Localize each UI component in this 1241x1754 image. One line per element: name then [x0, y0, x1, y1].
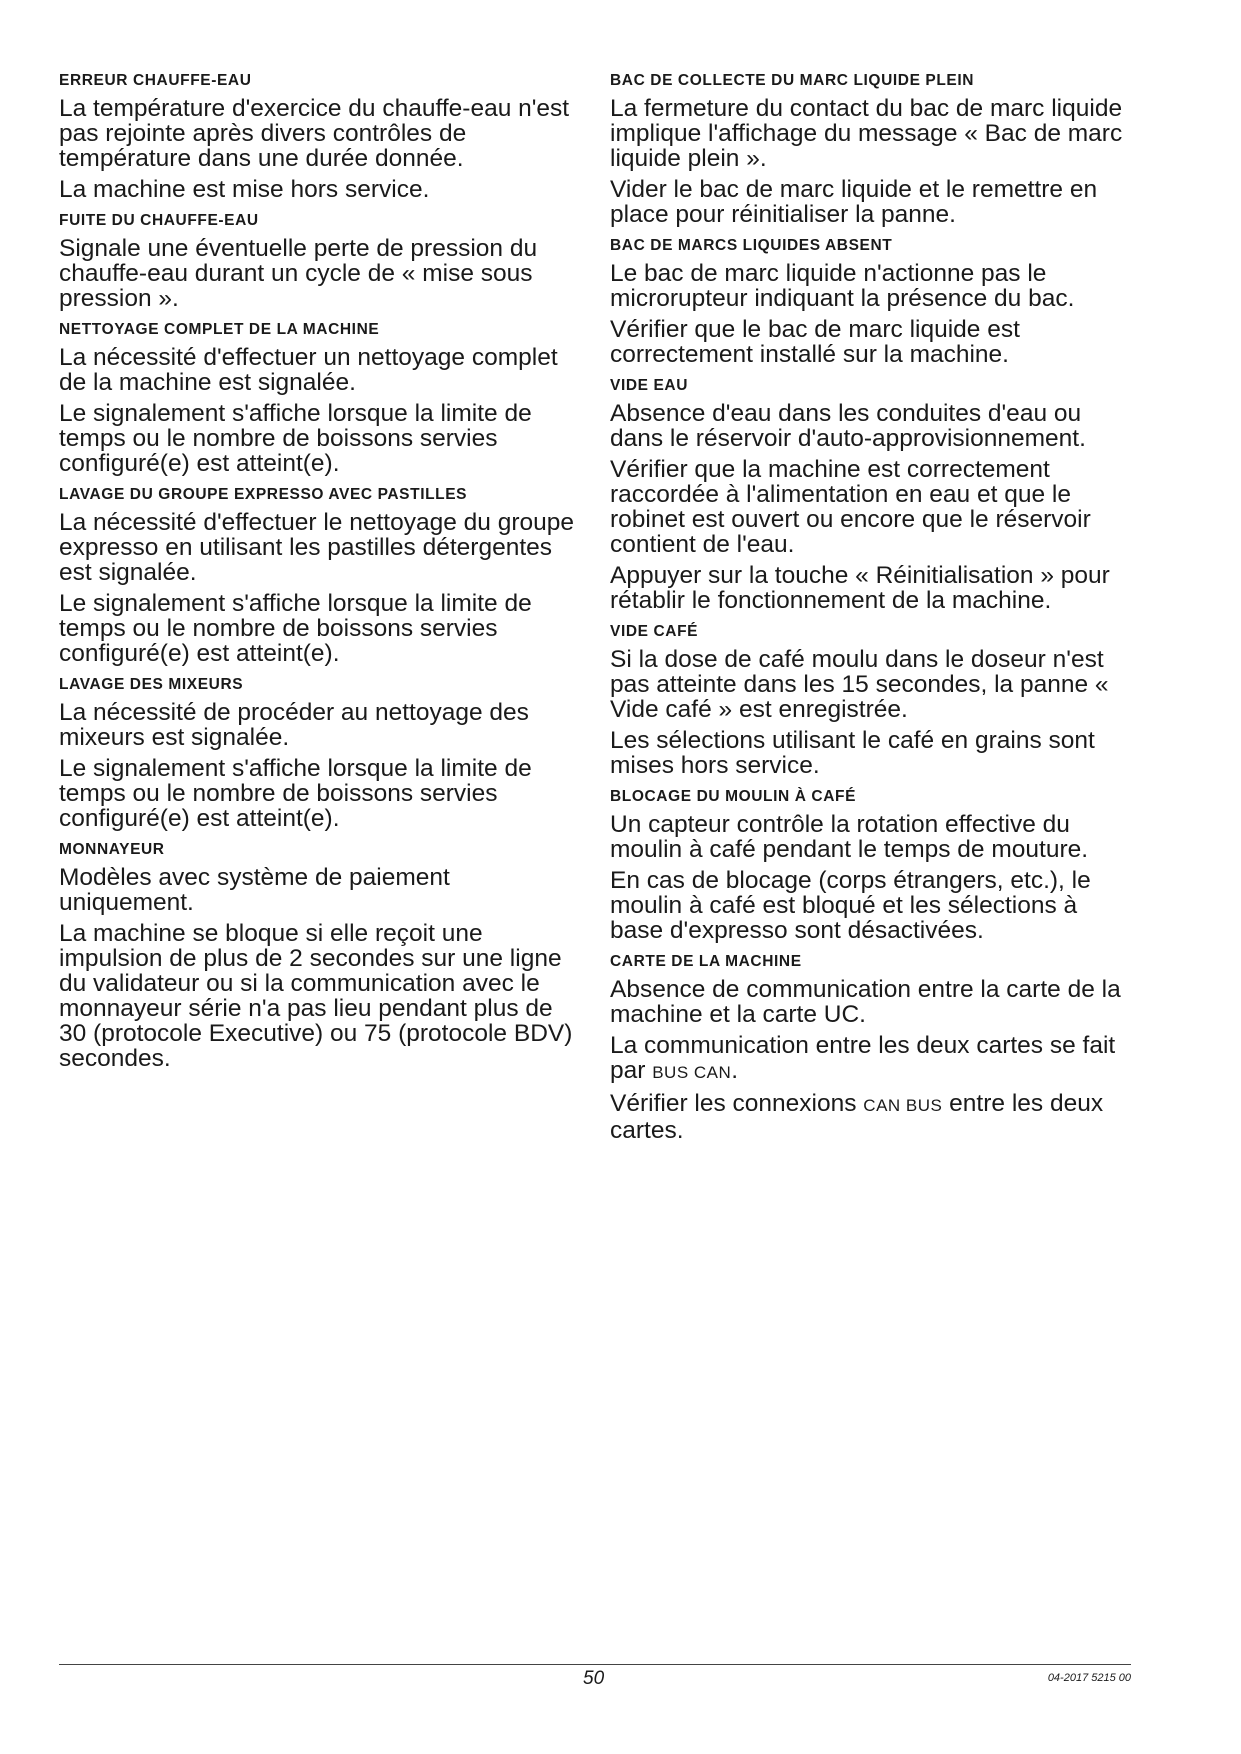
- small-caps-term: CAN BUS: [863, 1096, 943, 1115]
- section-fuite-chauffe-eau: [59, 212, 579, 311]
- section-paragraph: Un capteur contrôle la rotation effective du moulin à café pendant le temps de mouture.: [610, 811, 1089, 863]
- section-lavage-groupe-expresso: [59, 486, 579, 666]
- section-paragraph: Modèles avec système de paiement uniquement.: [59, 864, 450, 916]
- section-paragraph: Vider le bac de marc liquide et le remettre en place pour réinitialiser la panne.: [610, 176, 1098, 228]
- section-heading: LAVAGE DU GROUPE EXPRESSO AVEC PASTILLES: [59, 486, 468, 503]
- section-erreur-chauffe-eau: [59, 72, 579, 202]
- section-paragraph: Vérifier que le bac de marc liquide est correctement installé sur la machine.: [610, 316, 1020, 368]
- section-paragraph: La machine est mise hors service.: [59, 176, 430, 203]
- footer-divider: [59, 1664, 1131, 1665]
- text-fragment: .: [731, 1057, 739, 1084]
- left-column: [59, 72, 579, 1081]
- section-paragraph: Absence d'eau dans les conduites d'eau ou dans le réservoir d'auto-approvisionnement.: [610, 400, 1086, 452]
- section-nettoyage-complet: [59, 321, 579, 476]
- section-heading: BLOCAGE DU MOULIN À CAFÉ: [610, 788, 857, 805]
- section-heading: MONNAYEUR: [59, 841, 165, 858]
- section-paragraph: Le signalement s'affiche lorsque la limite de temps ou le nombre de boissons servies configuré(e) est atteint(e).: [59, 400, 532, 477]
- section-paragraph: La nécessité d'effectuer le nettoyage du groupe expresso en utilisant les pastilles détergentes est signalée.: [59, 509, 575, 586]
- section-monnayeur: [59, 841, 579, 1071]
- section-paragraph: Vérifier que la machine est correctement raccordée à l'alimentation en eau et que le robinet est ouvert ou encore que le réservoir contient de l'eau.: [610, 456, 1091, 558]
- section-paragraph: La machine se bloque si elle reçoit une impulsion de plus de 2 secondes sur une ligne du validateur ou si la communication avec le monnayeur série n'a pas lieu pendant plus de 30 (protocole Executive) ou 75 (protocole BDV) secondes.: [59, 920, 573, 1072]
- section-paragraph: Le signalement s'affiche lorsque la limite de temps ou le nombre de boissons servies configuré(e) est atteint(e).: [59, 755, 532, 832]
- text-fragment: entre les deux cartes.: [610, 1090, 1104, 1144]
- section-paragraph: Le bac de marc liquide n'actionne pas le microrupteur indiquant la présence du bac.: [610, 260, 1075, 312]
- section-heading: LAVAGE DES MIXEURS: [59, 676, 244, 693]
- section-paragraph-bus: [610, 1033, 1130, 1085]
- section-heading: BAC DE MARCS LIQUIDES ABSENT: [610, 237, 893, 254]
- section-paragraph: Le signalement s'affiche lorsque la limite de temps ou le nombre de boissons servies configuré(e) est atteint(e).: [59, 590, 532, 667]
- small-caps-term: BUS CAN: [652, 1063, 732, 1082]
- section-blocage-moulin: [610, 788, 1130, 943]
- section-paragraph: La fermeture du contact du bac de marc liquide implique l'affichage du message « Bac de marc liquide plein ».: [610, 95, 1123, 172]
- text-fragment: Vérifier les connexions: [610, 1090, 864, 1117]
- section-paragraph: Si la dose de café moulu dans le doseur n'est pas atteinte dans les 15 secondes, la panne « Vide café » est enregistrée.: [610, 646, 1109, 723]
- section-bac-marcs-absent: [610, 237, 1130, 367]
- section-lavage-mixeurs: [59, 676, 579, 831]
- section-heading: NETTOYAGE COMPLET DE LA MACHINE: [59, 321, 380, 338]
- section-bac-marc-liquide-plein: [610, 72, 1130, 227]
- section-paragraph: La température d'exercice du chauffe-eau n'est pas rejointe après divers contrôles de température dans une durée donnée.: [59, 95, 570, 172]
- section-carte-machine: [610, 953, 1130, 1143]
- section-heading: CARTE DE LA MACHINE: [610, 953, 802, 970]
- section-paragraph-can: [610, 1091, 1130, 1143]
- section-heading: VIDE CAFÉ: [610, 623, 699, 640]
- section-paragraph: Signale une éventuelle perte de pression du chauffe-eau durant un cycle de « mise sous pression ».: [59, 235, 538, 312]
- text-fragment: La communication entre les deux cartes se fait par: [610, 1032, 1116, 1084]
- right-column: [610, 72, 1130, 1153]
- section-heading: BAC DE COLLECTE DU MARC LIQUIDE PLEIN: [610, 72, 975, 89]
- section-paragraph: En cas de blocage (corps étrangers, etc.), le moulin à café est bloqué et les sélections à base d'expresso sont désactivées.: [610, 867, 1091, 944]
- page-number: 50: [583, 1668, 605, 1689]
- section-paragraph: Absence de communication entre la carte de la machine et la carte UC.: [610, 976, 1121, 1028]
- section-heading: VIDE EAU: [610, 377, 689, 394]
- section-paragraph: Appuyer sur la touche « Réinitialisation » pour rétablir le fonctionnement de la machine.: [610, 562, 1110, 614]
- section-heading: ERREUR CHAUFFE-EAU: [59, 72, 252, 89]
- section-vide-cafe: [610, 623, 1130, 778]
- section-heading: FUITE DU CHAUFFE-EAU: [59, 212, 259, 229]
- section-paragraph: La nécessité d'effectuer un nettoyage complet de la machine est signalée.: [59, 344, 558, 396]
- section-paragraph: Les sélections utilisant le café en grains sont mises hors service.: [610, 727, 1095, 779]
- document-code: 04-2017 5215 00: [1047, 1672, 1131, 1684]
- section-vide-eau: [610, 377, 1130, 613]
- section-paragraph: La nécessité de procéder au nettoyage des mixeurs est signalée.: [59, 699, 529, 751]
